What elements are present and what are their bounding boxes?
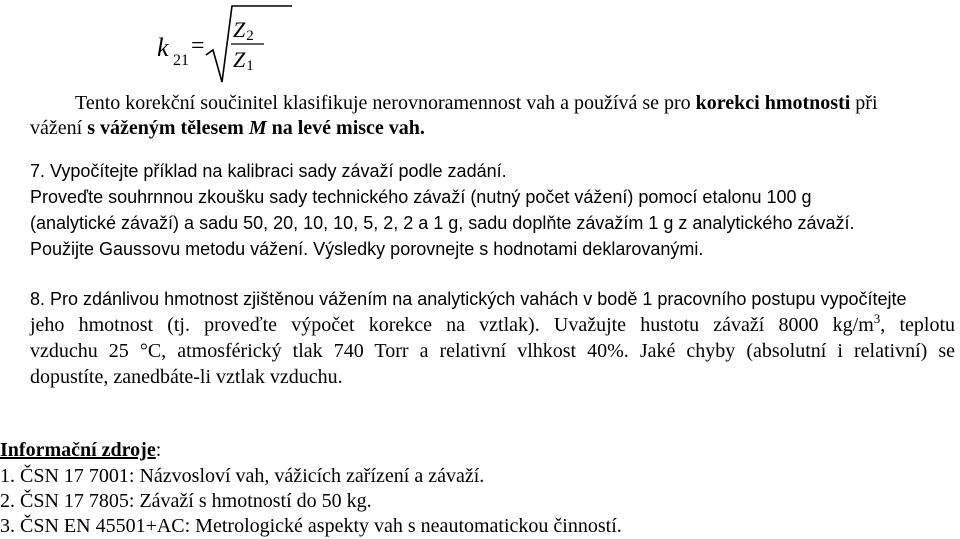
task7-line-3: Použijte Gaussovu metodu vážení. Výsledky porovnejte s hodnotami deklarovanými. xyxy=(30,239,704,259)
task7-line-1: Proveďte souhrnnou zkoušku sady technického závaží (nutný počet vážení) pomocí etalonu 100 g xyxy=(30,187,812,207)
formula-radical-and-fraction-bar xyxy=(0,0,300,90)
formula-denominator: $Z_1$ xyxy=(233,47,254,74)
sources-item-2: 2. ČSN 17 7805: Závaží s hmotností do 50 kg. xyxy=(0,490,372,512)
intro-line-2: vážení s váženým tělesem M na levé misce vah. xyxy=(30,117,425,139)
sources-item-3: 3. ČSN EN 45501+AC: Metrologické aspekty vah s neautomatickou činností. xyxy=(0,515,622,537)
task7-title: 7. Vypočítejte příklad na kalibraci sady závaží podle zadání. xyxy=(30,161,507,181)
intro-line-1: Tento korekční součinitel klasifikuje nerovnoramennost vah a používá se pro korekci hmotnosti při xyxy=(75,92,878,114)
task8-line-2: jeho hmotnost (tj. proveďte výpočet korekce na vztlak). Uvažujte hustotu závaží 8000 $kg/m^3$, teplotu xyxy=(30,311,956,336)
formula-k-subscript: 21 xyxy=(173,52,189,69)
task8-line-4: dopustíte, zanedbáte-li vztlak vzduchu. xyxy=(30,366,343,388)
sources-heading: Informační zdroje: xyxy=(0,439,162,461)
formula-numerator: $Z_2$ xyxy=(233,17,254,44)
formula-k-symbol: k xyxy=(157,33,169,62)
formula-equals: = xyxy=(191,33,205,59)
task8-line-1: 8. Pro zdánlivou hmotnost zjištěnou vážením na analytických vahách v bodě 1 pracovního postupu vypočítejte xyxy=(30,289,907,309)
formula-k21 xyxy=(0,0,300,90)
task7-line-2: (analytické závaží) a sadu 50, 20, 10, 10, 5, 2, 2 a 1 g, sadu doplňte závažím 1 g z analytického závaží. xyxy=(30,213,855,233)
task8-line-3: vzduchu 25 °C, atmosférický tlak 740 Torr a relativní vlhkost 40%. Jaké chyby (absolutní i relativní) se xyxy=(30,340,955,362)
sources-item-1: 1. ČSN 17 7001: Názvosloví vah, vážicích zařízení a závaží. xyxy=(0,465,485,487)
